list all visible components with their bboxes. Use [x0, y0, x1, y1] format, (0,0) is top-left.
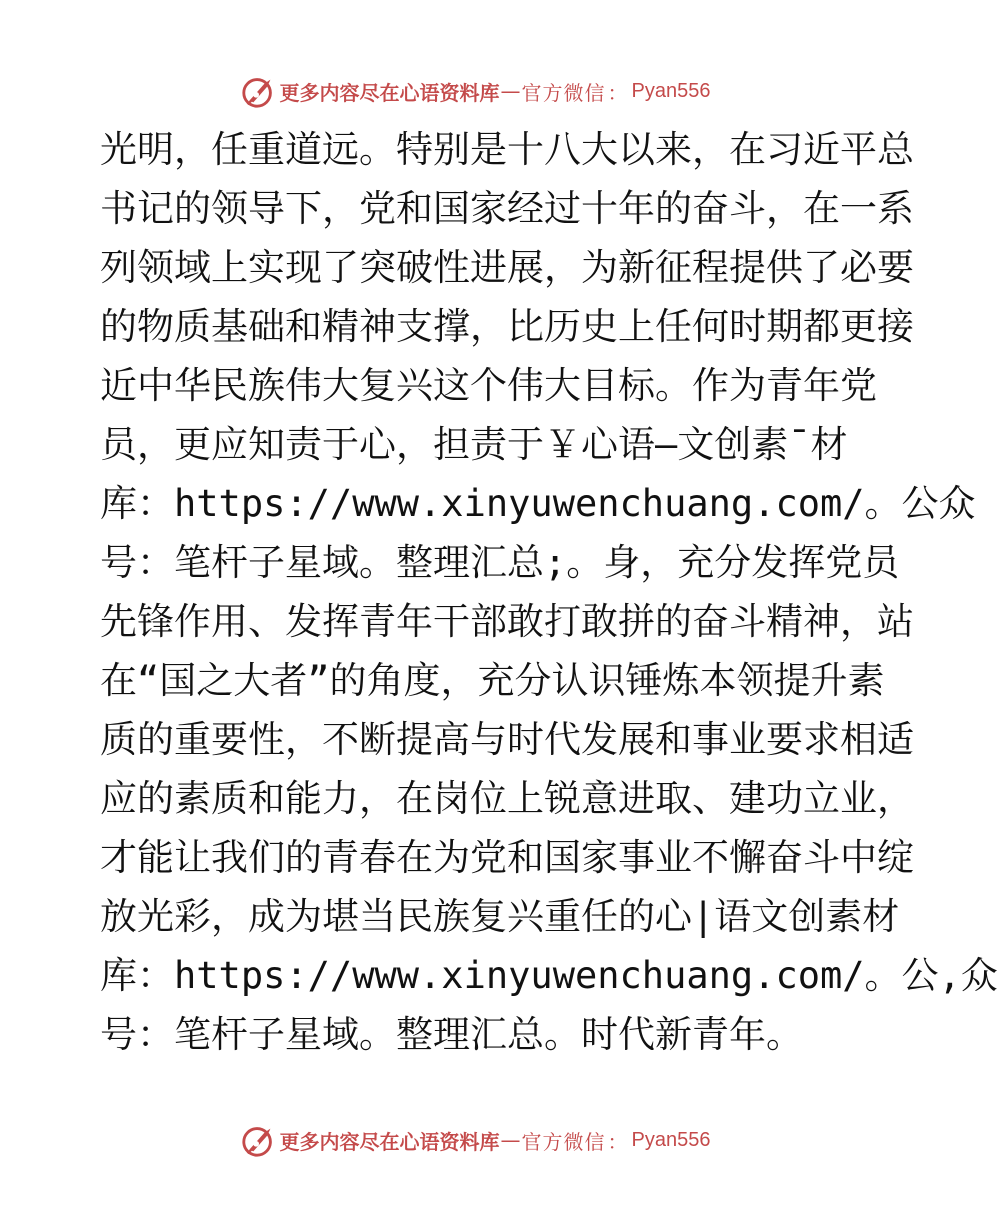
pen-nib-logo-icon: [240, 72, 278, 110]
banner-colon: ：: [607, 80, 628, 105]
document-body: [100, 120, 998, 1064]
body-line: 质的重要性，不断提高与时代发展和事业要求相适: [100, 718, 914, 761]
body-line: 应的素质和能力，在岗位上锐意进取、建功立业，: [100, 777, 914, 820]
banner-wechat-label: 官方微信: [521, 80, 606, 105]
body-line: 列领域上实现了突破性进展，为新征程提供了必要: [100, 246, 914, 289]
body-line: 光明，任重道远。特别是十八大以来，在习近平总: [100, 128, 914, 171]
banner-title: 更多内容尽在心语资料库: [279, 80, 500, 105]
pen-nib-logo-icon: [240, 1121, 278, 1159]
body-line: 号：笔杆子星域。整理汇总。时代新青年。: [100, 1013, 803, 1056]
banner-separator: —: [500, 1128, 521, 1152]
body-line: 书记的领导下，党和国家经过十年的奋斗，在一系: [100, 187, 914, 230]
body-line: 的物质基础和精神支撑，比历史上任何时期都更接: [100, 305, 914, 348]
body-line: 先锋作用、发挥青年干部敢打敢拼的奋斗精神，站: [100, 600, 914, 643]
body-line: 员，更应知责于心，担责于￥心语—文创素¯材: [100, 423, 848, 466]
body-line: 才能让我们的青春在为党和国家事业不懈奋斗中绽: [100, 836, 914, 879]
banner-separator: —: [500, 79, 521, 103]
banner-wechat-id: Pyan556: [631, 79, 711, 102]
banner-wechat-label: 官方微信: [521, 1129, 606, 1154]
banner-wechat-id: Pyan556: [631, 1128, 711, 1151]
body-line-url: 库：https://www.xinyuwenchuang.com/。公众: [100, 482, 976, 525]
banner-title: 更多内容尽在心语资料库: [279, 1129, 500, 1154]
body-line: 放光彩，成为堪当民族复兴重任的心|语文创素材: [100, 895, 900, 938]
footer-banner: [0, 1118, 950, 1162]
header-banner: [0, 69, 950, 113]
body-line: 近中华民族伟大复兴这个伟大目标。作为青年党: [100, 364, 877, 407]
body-line: 号：笔杆子星域。整理汇总;。身，充分发挥党员: [100, 541, 900, 584]
banner-colon: ：: [607, 1129, 628, 1154]
body-line-url: 库：https://www.xinyuwenchuang.com/。公,众: [100, 954, 998, 997]
body-line: 在“国之大者”的角度，充分认识锤炼本领提升素: [100, 659, 885, 702]
